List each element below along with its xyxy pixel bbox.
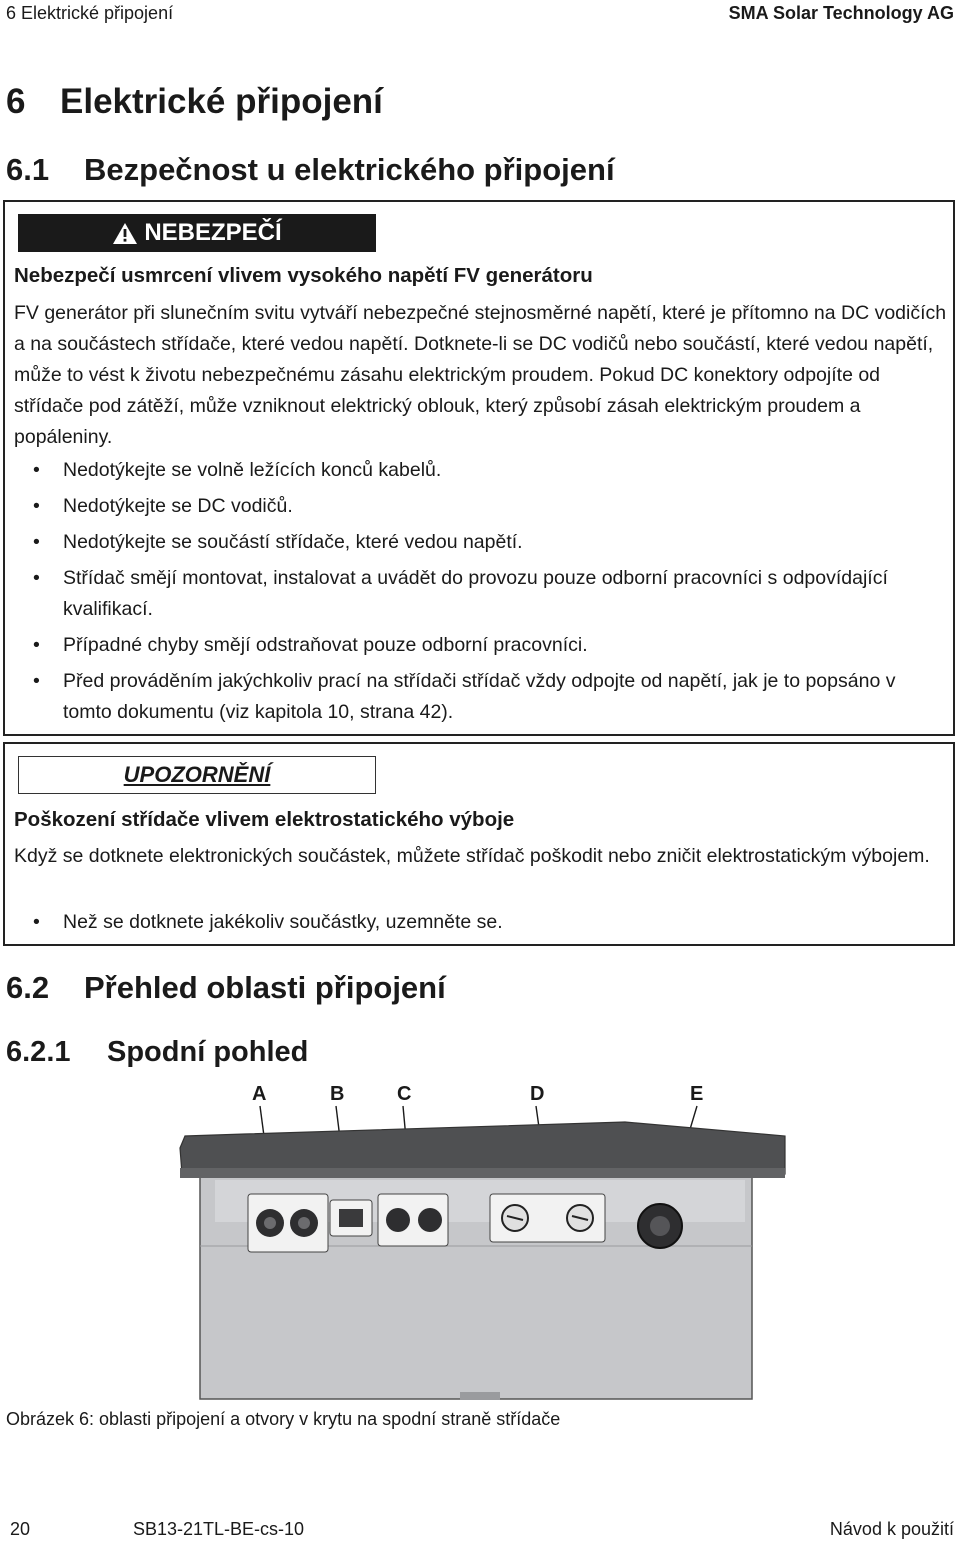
ac-connectors bbox=[378, 1194, 448, 1246]
danger-body: FV generátor při slunečním svitu vytváří nebezpečné stejnosměrné napětí, které je přítomno na DC vodičích a na součástech střídače, které vedou napětí. Dotknete-li se DC vodičů nebo součástí, které vedou napětí, může to vést k životu nebezpečnému zásahu elektrickým proudem. Pokud DC konektory odpojíte od střídače pod zátěží, může vzniknout elektrický oblouk, který způsobí zásah elektrickým proudem a popáleniny. bbox=[14, 302, 947, 448]
figure-label-e: E bbox=[690, 1083, 704, 1105]
figure-label-c: C bbox=[397, 1083, 412, 1105]
notice-bullet-list bbox=[14, 907, 944, 943]
warning-triangle-icon bbox=[112, 222, 138, 245]
list-item: • Střídač smějí montovat, instalovat a uvádět do provozu pouze odborní pracovníci s odpovídající kvalifikací. bbox=[14, 563, 944, 625]
document-title: Návod k použití bbox=[829, 1519, 954, 1539]
danger-bullet-list bbox=[14, 455, 944, 733]
chapter-title: Elektrické připojení bbox=[60, 82, 383, 121]
section-heading-6-1 bbox=[6, 152, 615, 188]
section-title: Přehled oblasti připojení bbox=[84, 970, 446, 1005]
subsection-number: 6.2.1 bbox=[6, 1036, 71, 1068]
danger-warning-box bbox=[3, 200, 955, 736]
list-item: • Nedotýkejte se součástí střídače, které vedou napětí. bbox=[14, 527, 944, 558]
housing-openings bbox=[490, 1194, 605, 1242]
inverter-bottom-view-figure bbox=[0, 1076, 960, 1406]
chapter-number: 6 bbox=[6, 82, 26, 121]
danger-label bbox=[18, 214, 376, 252]
list-item: • Případné chyby smějí odstraňovat pouze odborní pracovníci. bbox=[14, 630, 944, 661]
running-header-chapter: 6 Elektrické připojení bbox=[6, 3, 174, 23]
section-number: 6.2 bbox=[6, 970, 50, 1005]
dc-connectors bbox=[248, 1194, 328, 1252]
list-item: • Než se dotknete jakékoliv součástky, uzemněte se. bbox=[14, 907, 944, 938]
section-heading-6-2 bbox=[6, 970, 446, 1006]
list-item: • Nedotýkejte se volně ležících konců kabelů. bbox=[14, 455, 944, 486]
danger-label-text: NEBEZPEČÍ bbox=[144, 219, 282, 246]
section-title: Bezpečnost u elektrického připojení bbox=[84, 152, 615, 187]
list-item: • Před prováděním jakýchkoliv prací na střídači střídač vždy odpojte od napětí, jak je to popsáno v tomto dokumentu (viz kapitola 10, strana 42). bbox=[14, 666, 944, 728]
notice-body: Když se dotknete elektronických součástek, můžete střídač poškodit nebo zničit elektrostatickým výbojem. bbox=[14, 845, 930, 867]
notice-box bbox=[3, 742, 955, 946]
subsection-heading-6-2-1 bbox=[6, 1036, 308, 1069]
subsection-title: Spodní pohled bbox=[107, 1036, 309, 1068]
dc-disconnect-switch bbox=[638, 1204, 682, 1248]
page-number: 20 bbox=[10, 1519, 31, 1539]
running-header-company: SMA Solar Technology AG bbox=[728, 3, 954, 23]
figure-label-b: B bbox=[330, 1083, 345, 1105]
list-item: • Nedotýkejte se DC vodičů. bbox=[14, 491, 944, 522]
section-number: 6.1 bbox=[6, 152, 50, 187]
communication-interface bbox=[330, 1200, 372, 1236]
notice-title: Poškození střídače vlivem elektrostatického výboje bbox=[14, 808, 515, 831]
figure-label-a: A bbox=[252, 1083, 267, 1105]
figure-caption: Obrázek 6: oblasti připojení a otvory v krytu na spodní straně střídače bbox=[6, 1409, 561, 1429]
danger-title: Nebezpečí usmrcení vlivem vysokého napětí FV generátoru bbox=[14, 264, 593, 287]
figure-label-d: D bbox=[530, 1083, 545, 1105]
document-code: SB13-21TL-BE-cs-10 bbox=[133, 1519, 305, 1539]
notice-label: UPOZORNĚNÍ bbox=[18, 756, 376, 794]
chapter-heading bbox=[6, 82, 383, 122]
inverter-housing bbox=[180, 1122, 785, 1400]
